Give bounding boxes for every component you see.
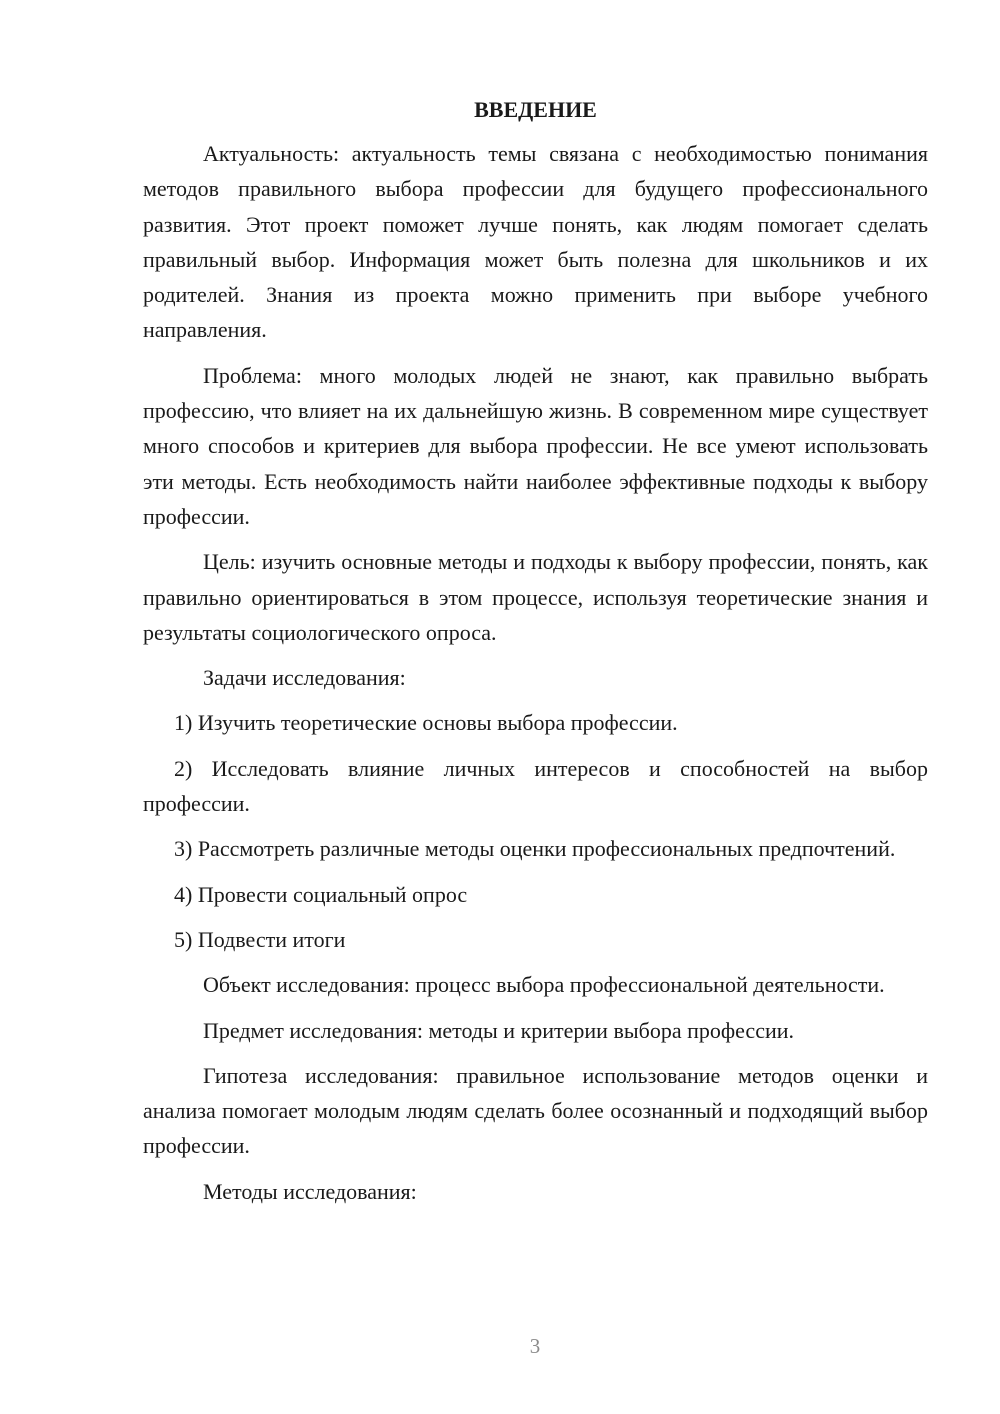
page-number: 3 [529, 1334, 541, 1358]
tasks-heading: Задачи исследования: [203, 665, 406, 691]
methods-heading: Методы исследования: [203, 1178, 417, 1204]
hypothesis-paragraph: Гипотеза исследования: правильное использование методов оценки и анализа помогает молодым людям сделать более осознанный и подходящий выбор профессии. [143, 1062, 928, 1159]
task-item-2: 2) Исследовать влияние личных интересов и способностей на выбор профессии. [143, 755, 928, 817]
task-item-4: 4) Провести социальный опрос [174, 881, 468, 907]
goal-paragraph: Цель: изучить основные методы и подходы к выбору профессии, понять, как правильно ориентироваться в этом процессе, используя теоретические знания и результаты социологического опроса. [143, 549, 928, 645]
subject-paragraph: Предмет исследования: методы и критерии выбора профессии. [203, 1017, 795, 1043]
document-page [143, 94, 928, 1219]
relevance-paragraph: Актуальность: актуальность темы связана с необходимостью понимания методов правильного выбора профессии для будущего профессионального развития. Этот проект поможет лучше понять, как людям помогает сделать правильный выбор. Информация может быть полезна для школьников и их родителей. Знания из проекта можно применить при выборе учебного направления. [143, 141, 928, 343]
section-title: ВВЕДЕНИЕ [474, 97, 597, 122]
task-item-3: 3) Рассмотреть различные методы оценки профессиональных предпочтений. [174, 836, 896, 862]
task-item-5: 5) Подвести итоги [174, 926, 346, 952]
object-paragraph: Объект исследования: процесс выбора профессиональной деятельности. [203, 972, 885, 998]
problem-paragraph: Проблема: много молодых людей не знают, как правильно выбрать профессию, что влияет на их дальнейшую жизнь. В современном мире существует много способов и критериев для выбора профессии. Не все умеют использовать эти методы. Есть необходимость найти наиболее эффективные подходы к выбору профессии. [143, 362, 928, 529]
task-item-1: 1) Изучить теоретические основы выбора профессии. [174, 710, 678, 736]
